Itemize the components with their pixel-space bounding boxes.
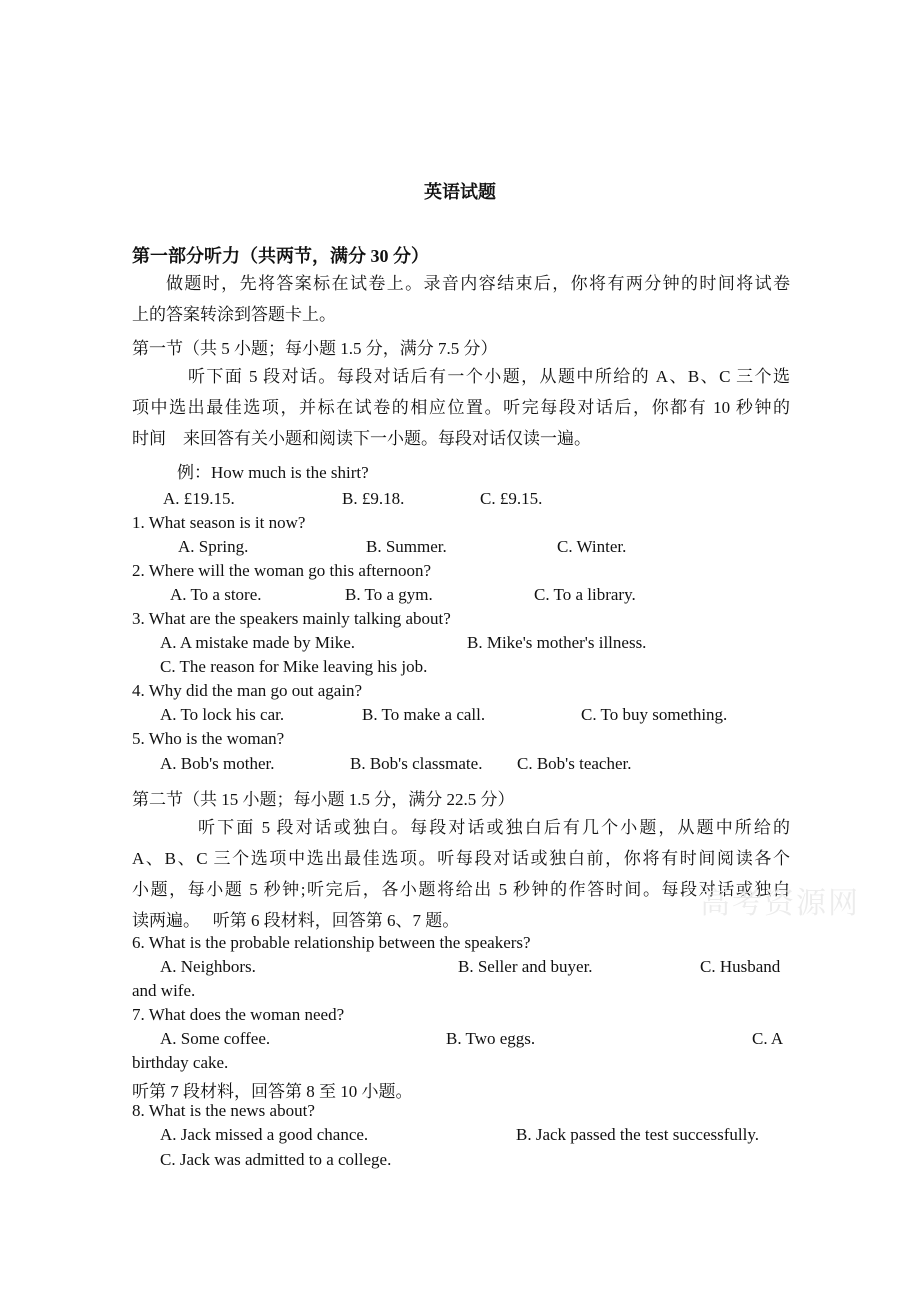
part1-heading: 第一部分听力（共两节，满分 30 分） (132, 246, 429, 266)
instruction-line: 小题，每小题 5 秒钟;听完后，各小题将给出 5 秒钟的作答时间。每段对话或独白 (132, 880, 790, 899)
question-stem: 7. What does the woman need? (132, 1005, 345, 1024)
option-b: B. Jack passed the test successfully. (516, 1125, 759, 1144)
section1-heading: 第一节（共 5 小题；每小题 1.5 分，满分 7.5 分） (132, 339, 498, 358)
page-title: 英语试题 (424, 182, 496, 202)
question-stem: 3. What are the speakers mainly talking about? (132, 609, 451, 628)
option-a: A. Bob's mother. (160, 754, 275, 773)
question-stem: 1. What season is it now? (132, 513, 306, 532)
option-b: B. Two eggs. (446, 1029, 536, 1048)
option-a: A. To lock his car. (160, 705, 285, 724)
option-c: C. The reason for Mike leaving his job. (160, 657, 428, 676)
option-c: C. Jack was admitted to a college. (160, 1150, 392, 1169)
instruction-line: 读两遍。 听第 6 段材料，回答第 6、7 题。 (132, 911, 460, 930)
question-stem: 5. Who is the woman? (132, 729, 285, 748)
option-b: B. To make a call. (362, 705, 486, 724)
option-c: C. A (752, 1029, 784, 1048)
option-c-continued: birthday cake. (132, 1053, 229, 1072)
instruction-line: 做题时，先将答案标在试卷上。录音内容结束后，你将有两分钟的时间将试卷 (166, 274, 790, 293)
option-a: A. Jack missed a good chance. (160, 1125, 369, 1144)
option-b: B. To a gym. (345, 585, 433, 604)
option-b: B. Bob's classmate. (350, 754, 483, 773)
instruction-line: 听下面 5 段对话或独白。每段对话或独白后有几个小题，从题中所给的 (198, 818, 790, 837)
instruction-line: 时间 来回答有关小题和阅读下一小题。每段对话仅读一遍。 (132, 429, 591, 448)
option-c: C. To a library. (534, 585, 636, 604)
instruction-line: 项中选出最佳选项，并标在试卷的相应位置。听完每段对话后，你都有 10 秒钟的 (132, 398, 790, 417)
option-a: A. A mistake made by Mike. (160, 633, 356, 652)
instruction-line: A、B、C 三个选项中选出最佳选项。听每段对话或独白前，你将有时间阅读各个 (132, 849, 790, 868)
option-b: B. Summer. (366, 537, 447, 556)
example-question: 例：How much is the shirt? (177, 463, 369, 482)
option-a: A. Some coffee. (160, 1029, 271, 1048)
option-c-continued: and wife. (132, 981, 196, 1000)
question-stem: 8. What is the news about? (132, 1101, 315, 1120)
section2-instructions (132, 812, 790, 936)
part1-instructions (132, 268, 790, 330)
option-a: A. Neighbors. (160, 957, 256, 976)
watermark: 高考资源网 (700, 887, 860, 920)
question-stem: 6. What is the probable relationship between the speakers? (132, 933, 531, 952)
option-c: C. To buy something. (581, 705, 728, 724)
option-a: A. Spring. (178, 537, 249, 556)
material-instruction: 听第 7 段材料，回答第 8 至 10 小题。 (132, 1082, 413, 1101)
example-option-b: B. £9.18. (342, 489, 405, 508)
option-b: B. Seller and buyer. (458, 957, 593, 976)
section2-heading: 第二节（共 15 小题；每小题 1.5 分，满分 22.5 分） (132, 790, 515, 809)
question-stem: 2. Where will the woman go this afternoon? (132, 561, 431, 580)
option-b: B. Mike's mother's illness. (467, 633, 647, 652)
option-c: C. Bob's teacher. (517, 754, 632, 773)
section1-instructions (132, 361, 790, 454)
example-option-a: A. £19.15. (163, 489, 235, 508)
question-stem: 4. Why did the man go out again? (132, 681, 363, 700)
instruction-line: 上的答案转涂到答题卡上。 (132, 305, 336, 324)
option-a: A. To a store. (170, 585, 262, 604)
instruction-line: 听下面 5 段对话。每段对话后有一个小题，从题中所给的 A、B、C 三个选 (188, 367, 790, 386)
example-option-c: C. £9.15. (480, 489, 543, 508)
option-c: C. Winter. (557, 537, 627, 556)
option-c: C. Husband (700, 957, 781, 976)
